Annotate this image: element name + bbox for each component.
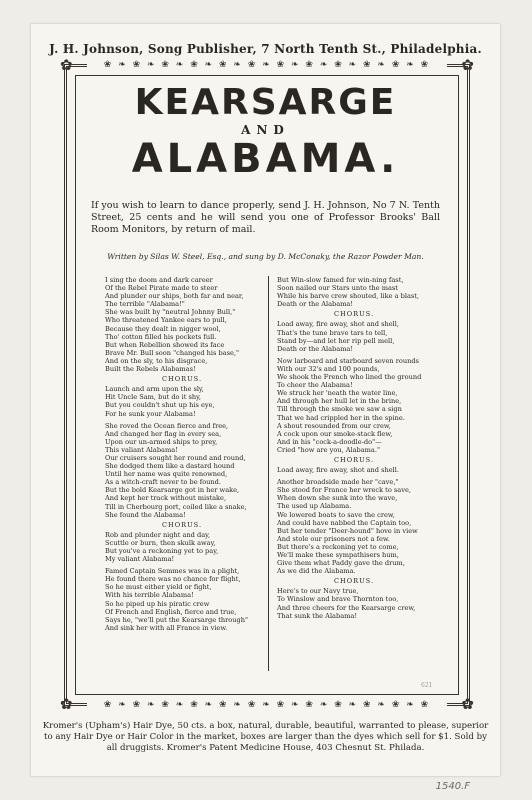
pencil-catalog-note: 1540.F [435, 781, 470, 792]
lyric-line: While his barve crew shouted, like a blast, [277, 292, 420, 301]
lyric-line: Till in Cherbourg port, coiled like a snake, [105, 502, 247, 511]
lyric-line: As a witch-craft never to be found. [105, 478, 221, 487]
lyric-line: Soon nailed our Stars unto the mast [277, 284, 398, 293]
corner-flower-icon: ✿ [60, 695, 73, 713]
hair-dye-advertisement: Kromer's (Upham's) Hair Dye, 50 cts. a box, natural, durable, beautiful, warranted to please, superior to any Hair Dye or Hair Color in the market, boxes are larger than the dyes which sell for $1. Sold by all druggists. Kromer's Patent Medicine House, 403 Chesnut St. Philada. [42, 721, 489, 753]
lyric-line: Of French and English, fierce and true, [105, 607, 237, 616]
lyric-line: Built the Rebels Alabamas! [105, 365, 196, 374]
lyric-line: And sink her with all France in view. [105, 623, 228, 632]
faint-mark: 621 [421, 682, 433, 689]
lyric-line: For he sunk your Alabama! [105, 409, 196, 418]
lyric-line: Cried "how are you, Alabama." [277, 445, 380, 454]
lyric-line: Load away, fire away, shot and shell, [277, 320, 399, 329]
lyric-line: She dodged them like a dastard hound [105, 462, 235, 471]
lyric-line: Until her name was quite renowned, [105, 470, 228, 479]
lyric-line: Launch and arm upon the sly, [105, 385, 204, 394]
lyric-line: Upon our un-armed ships to prey, [105, 437, 218, 446]
lyric-line: Give them what Paddy gave the drum, [277, 559, 405, 568]
lyric-line: Another broadside made her "cave," [277, 478, 399, 487]
lyric-line: Famed Captain Semmes was in a plight, [105, 567, 240, 576]
lyric-line: But you couldn't shut up his eye, [105, 401, 215, 410]
chorus-label: CHORUS. [161, 520, 203, 529]
lyric-line: That we had crippled her in the spine. [277, 413, 405, 422]
lyric-line: I sing the doom and dark career [105, 276, 213, 284]
chorus-label: CHORUS. [161, 375, 203, 384]
lyric-line: So he must either yield or fight, [105, 583, 212, 592]
author-credit: Written by Silas W. Steel, Esq., and sung by D. McConaky, the Razor Powder Man. [107, 252, 424, 261]
broadside-sheet [31, 24, 500, 776]
lyric-line: Till through the smoke we saw a sign [277, 405, 402, 414]
column-divider [268, 276, 269, 671]
lyric-line: We lowered boats to save the crew, [277, 510, 395, 519]
lyric-line: As we did the Alabama. [277, 567, 356, 576]
lyric-line: She roved the Ocean fierce and free, [105, 421, 229, 430]
lyric-line: With our 32's and 100 pounds, [277, 364, 380, 373]
lyric-line: But when Rebellion showed its face [105, 340, 225, 349]
lyric-line: Now larboard and starboard seven rounds [277, 356, 419, 365]
lyric-line: Death or the Alabama! [277, 300, 354, 309]
lyrics-right-column [277, 276, 431, 620]
lyric-line: And changed her flag in every sea, [105, 429, 222, 438]
lyric-line: To Winslow and brave Thornton too, [277, 595, 399, 604]
lyric-line: And through her hull let in the brine, [277, 397, 402, 406]
lyric-line: We shook the French who lined the ground [277, 373, 422, 382]
lyric-line: But you've a reckoning yet to pay, [105, 547, 219, 555]
corner-flower-icon: ✿ [60, 56, 73, 74]
lyric-line: But the bold Kearsarge got in her wake, [105, 486, 240, 495]
lyric-line: And plunder our ships, both far and near, [105, 292, 244, 301]
lyric-line: That sunk the Alabama! [277, 611, 357, 620]
lyric-line: When down she sunk into the wave, [277, 494, 398, 503]
dance-advertisement: If you wish to learn to dance properly, send J. H. Johnson, No 7 N. Tenth Street, 25 cents and he will send you one of Professor Brooks' Ball Room Monitors, by return of mail. [91, 200, 440, 235]
lyric-line: Says he, "we'll put the Kearsarge through" [105, 615, 248, 624]
lyric-line: Who threatened Yankee ears to pull, [105, 316, 227, 325]
lyric-line: We'll make these sympathisers hum, [277, 551, 399, 559]
title-and: AND [241, 123, 290, 137]
lyric-line: Hit Uncle Sam, but do it shy, [105, 393, 202, 402]
lyric-line: But her tender "Deer-hound" hove in view [277, 526, 418, 535]
lyric-line: Our cruisers sought her round and round, [105, 453, 246, 462]
lyric-line: And on the sly, to his disgrace, [105, 356, 208, 365]
lyric-line: A cock upon our smoke-stack flew, [277, 429, 393, 438]
lyric-line: Rob and plunder night and day, [105, 530, 211, 539]
lyric-line: A shout resounded from our crew, [277, 421, 391, 430]
chorus-label: CHORUS. [333, 310, 375, 319]
publisher-header: J. H. Johnson, Song Publisher, 7 North Tenth St., Philadelphia. [49, 42, 482, 56]
lyric-line: She stood for France her wreck to save, [277, 486, 411, 495]
lyric-line: Stand by—and let her rip pell mell, [277, 336, 395, 345]
lyric-line: She was built by "neutral Johnny Bull," [105, 308, 236, 317]
lyric-line: Tho' cotton filled his pockets full. [105, 332, 217, 341]
lyric-line: To cheer the Alabama! [277, 381, 353, 390]
lyric-line: That's the tune brave tars to tell, [277, 328, 388, 337]
lyrics-left-column [105, 276, 259, 632]
lyric-line: Scuttle or burn, then skulk away, [105, 538, 216, 547]
lyric-line: He found there was no chance for flight, [105, 575, 241, 584]
corner-flower-icon: ✿ [461, 56, 474, 74]
scroll-border-icon: ❀ ❧ ❀ ❧ ❀ ❧ ❀ ❧ ❀ ❧ ❀ ❧ ❀ ❧ ❀ ❧ ❀ ❧ ❀ ❧ ❀ ❧ ❀ [87, 700, 447, 710]
lyric-line: But there's a reckoning yet to come, [277, 542, 399, 551]
lyric-line: My valiant Alabama! [105, 555, 175, 564]
lyric-line: We struck her 'neath the water line, [277, 389, 398, 398]
lyric-line: But Win-slow famed for win-ning fast, [277, 276, 404, 284]
chorus-label: CHORUS. [333, 455, 375, 464]
lyric-line: With his terrible Alabama! [105, 591, 194, 600]
lyric-line: She found the Alabama! [105, 510, 186, 519]
corner-flower-icon: ✿ [461, 695, 474, 713]
lyric-line: Load away, fire away, shot and shell. [277, 466, 399, 475]
title-kearsarge: KEARSARGE [134, 82, 397, 123]
lyric-line: This valiant Alabama! [105, 445, 178, 454]
chorus-label: CHORUS. [333, 577, 375, 586]
lyric-line: The terrible "Alabama!" [105, 300, 185, 309]
lyric-line: And in his "cock-a-doodle-do"— [277, 437, 382, 446]
lyric-line: Brave Mr. Bull soon "changed his base," [105, 348, 240, 357]
lyric-line: And three cheers for the Kearsarge crew, [277, 603, 416, 612]
lyric-line: So he piped up his piratic crew [105, 599, 210, 608]
lyric-line: And kept her track without mistake, [105, 494, 227, 503]
lyric-line: Here's to our Navy true, [277, 587, 359, 596]
title-alabama: ALABAMA. [131, 136, 400, 182]
lyric-line: And stole our prisoners not a few. [277, 534, 390, 543]
scroll-border-icon: ❀ ❧ ❀ ❧ ❀ ❧ ❀ ❧ ❀ ❧ ❀ ❧ ❀ ❧ ❀ ❧ ❀ ❧ ❀ ❧ ❀ ❧ ❀ [87, 60, 447, 70]
lyric-line: Because they dealt in nigger wool, [105, 324, 221, 333]
lyric-line: Death or the Alabama! [277, 344, 354, 353]
lyric-line: The used up Alabama. [277, 502, 352, 511]
lyric-line: And could have nabbed the Captain too, [277, 518, 412, 527]
lyric-line: Of the Rebel Pirate made to steer [105, 284, 218, 293]
